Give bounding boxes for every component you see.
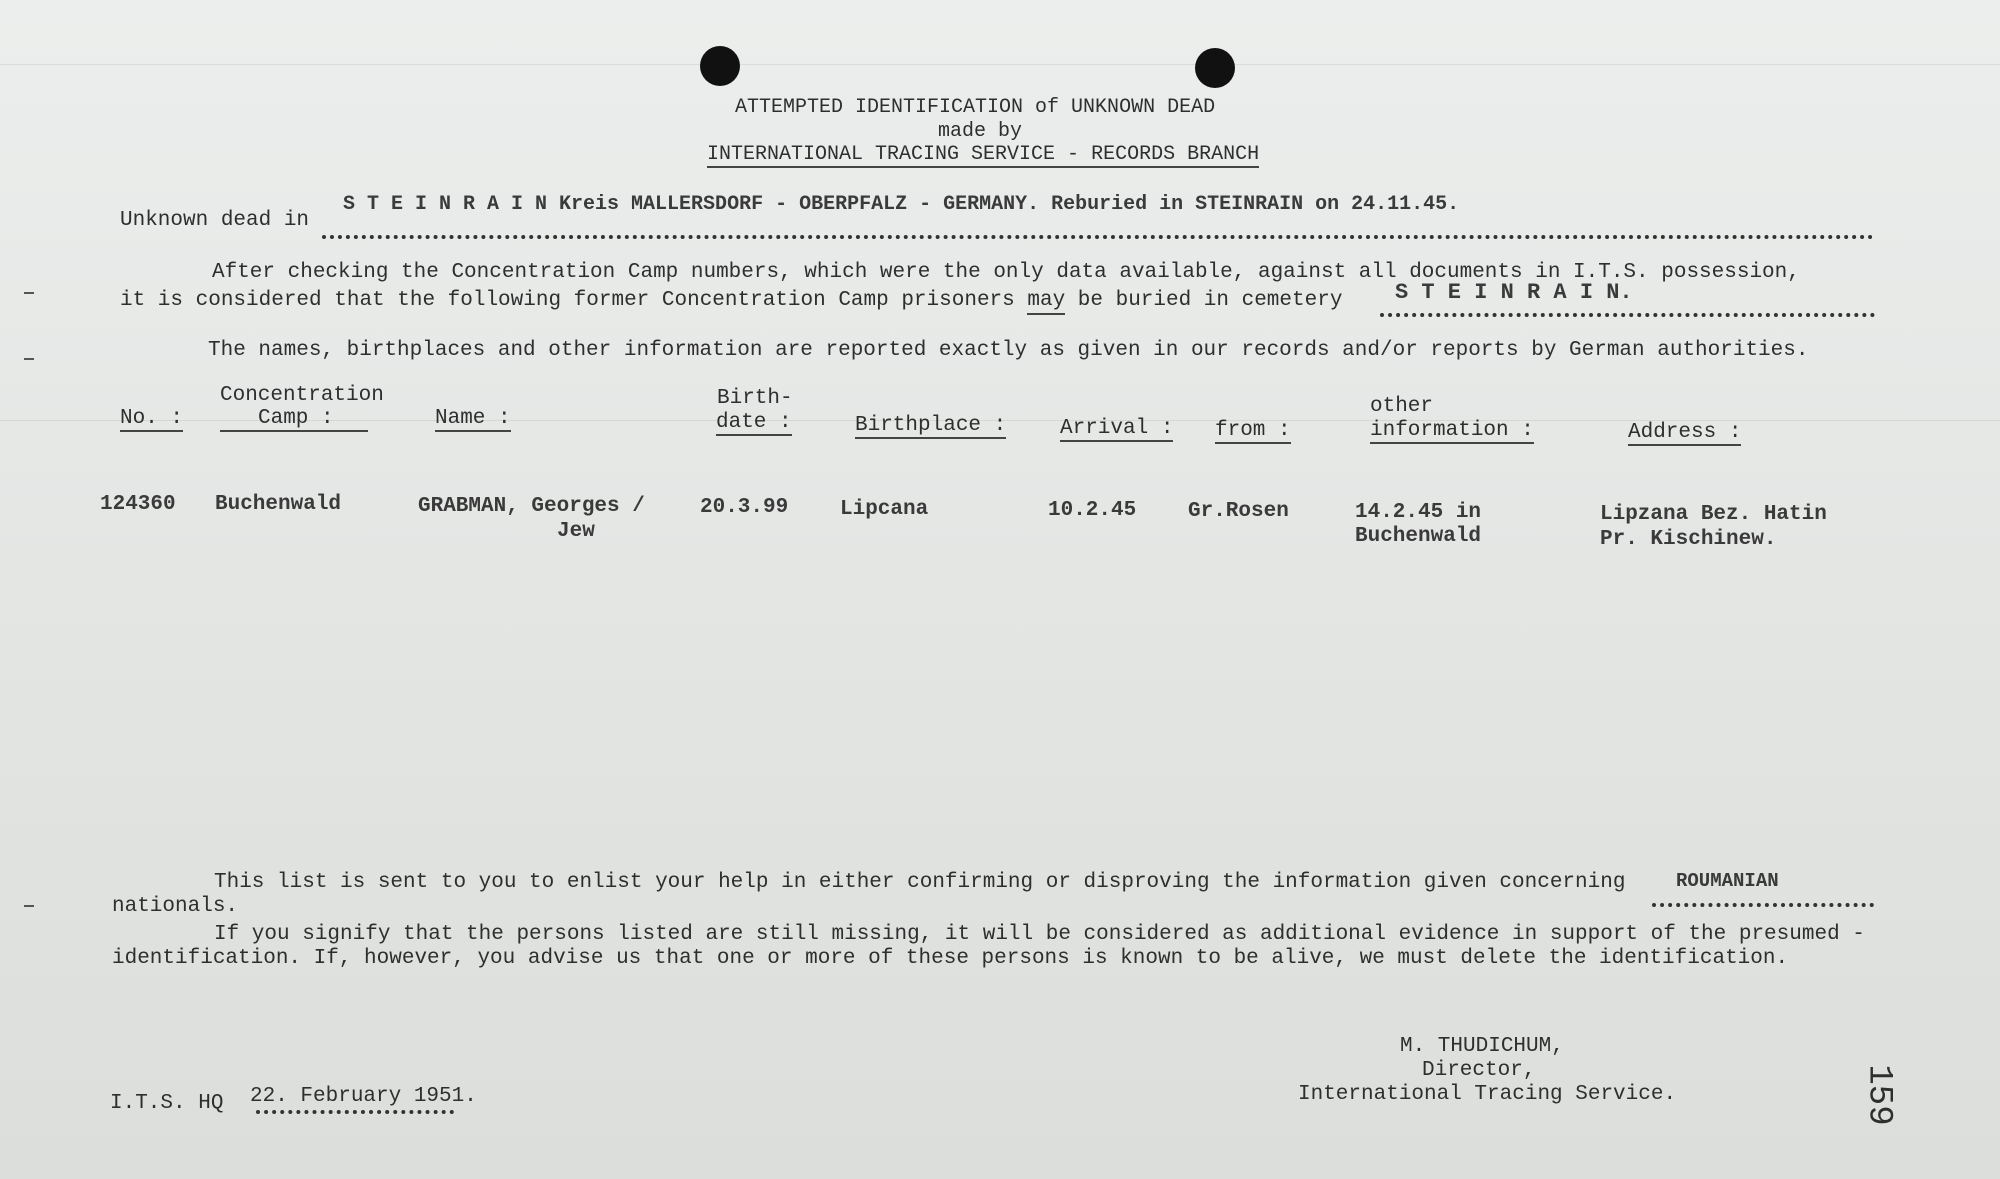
cell-other-1: 14.2.45 in — [1355, 501, 1482, 524]
signer-name: M. THUDICHUM, — [1400, 1035, 1564, 1058]
header-camp-2: Camp : — [220, 408, 368, 432]
made-by: made by — [938, 120, 1023, 143]
hq-label: I.T.S. HQ — [110, 1092, 224, 1115]
cell-address-2: Pr. Kischinew. — [1600, 528, 1777, 551]
signer-organization: International Tracing Service. — [1298, 1083, 1677, 1106]
cemetery-name: S T E I N R A I N. — [1395, 280, 1633, 305]
intro-line-2 — [120, 290, 1342, 311]
margin-mark — [24, 905, 34, 907]
header-other-2: information : — [1370, 419, 1534, 442]
header-other-1: other — [1370, 395, 1434, 418]
header-no: No. : — [120, 407, 184, 430]
closing-p1-end: nationals. — [112, 895, 239, 918]
header-address: Address : — [1628, 421, 1742, 444]
dotted-leader — [322, 235, 1874, 239]
cell-arrival: 10.2.45 — [1048, 499, 1137, 522]
punch-hole — [700, 46, 740, 86]
header-name: Name : — [435, 407, 511, 430]
cell-birthdate: 20.3.99 — [700, 496, 789, 519]
document-date: 22. February 1951. — [250, 1085, 477, 1108]
cell-from: Gr.Rosen — [1188, 500, 1289, 523]
header-birth-2: date : — [716, 411, 792, 434]
cell-other-2: Buchenwald — [1355, 525, 1482, 548]
header-arrival: Arrival : — [1060, 417, 1174, 440]
margin-mark — [24, 358, 34, 360]
cell-name: GRABMAN, Georges / — [418, 495, 645, 518]
organization-branch: INTERNATIONAL TRACING SERVICE - RECORDS BRANCH — [707, 143, 1260, 166]
punch-hole — [1195, 48, 1235, 88]
margin-mark — [24, 292, 34, 294]
paper-fold — [0, 64, 2000, 65]
document-title: ATTEMPTED IDENTIFICATION of UNKNOWN DEAD — [735, 96, 1216, 119]
header-from: from : — [1215, 419, 1291, 442]
intro-line-2a: it is considered that the following former Concentration Camp prisoners — [120, 289, 1015, 312]
header-birth-1: Birth- — [717, 387, 793, 410]
page-number: 159 — [1859, 1064, 1898, 1126]
signer-title: Director, — [1422, 1059, 1536, 1082]
location-label: Unknown dead in — [120, 209, 310, 232]
cell-birthplace: Lipcana — [840, 498, 929, 521]
closing-p2-line-2: identification. If, however, you advise us that one or more of these persons is known to be alive, we must delete the identification. — [112, 947, 1789, 970]
nationality: ROUMANIAN — [1676, 870, 1779, 892]
cell-name-note: Jew — [557, 520, 595, 543]
closing-p1: This list is sent to you to enlist your help in either confirming or disproving the information given concerning — [214, 871, 1626, 894]
header-camp-1: Concentration — [220, 384, 384, 407]
closing-p2-line-1: If you signify that the persons listed are still missing, it will be considered as additional evidence in support of the presumed - — [214, 923, 1865, 946]
intro-line-1: After checking the Concentration Camp numbers, which were the only data available, against all documents in I.T.S. possession, — [212, 261, 1800, 284]
cell-no: 124360 — [100, 493, 176, 516]
dotted-leader — [1380, 313, 1875, 317]
may-underlined: may — [1027, 289, 1065, 315]
cell-address-1: Lipzana Bez. Hatin — [1600, 503, 1827, 526]
dotted-leader — [1652, 903, 1874, 907]
cell-camp: Buchenwald — [215, 493, 342, 516]
location-value: S T E I N R A I N Kreis MALLERSDORF - OBERPFALZ - GERMANY. Reburied in STEINRAIN on 24.11.45. — [343, 193, 1460, 216]
dotted-leader — [256, 1110, 454, 1114]
header-birthplace: Birthplace : — [855, 414, 1007, 437]
intro-line-3: The names, birthplaces and other information are reported exactly as given in our records and/or reports by German authorities. — [208, 339, 1809, 362]
intro-line-2b: be buried in cemetery — [1077, 289, 1343, 312]
